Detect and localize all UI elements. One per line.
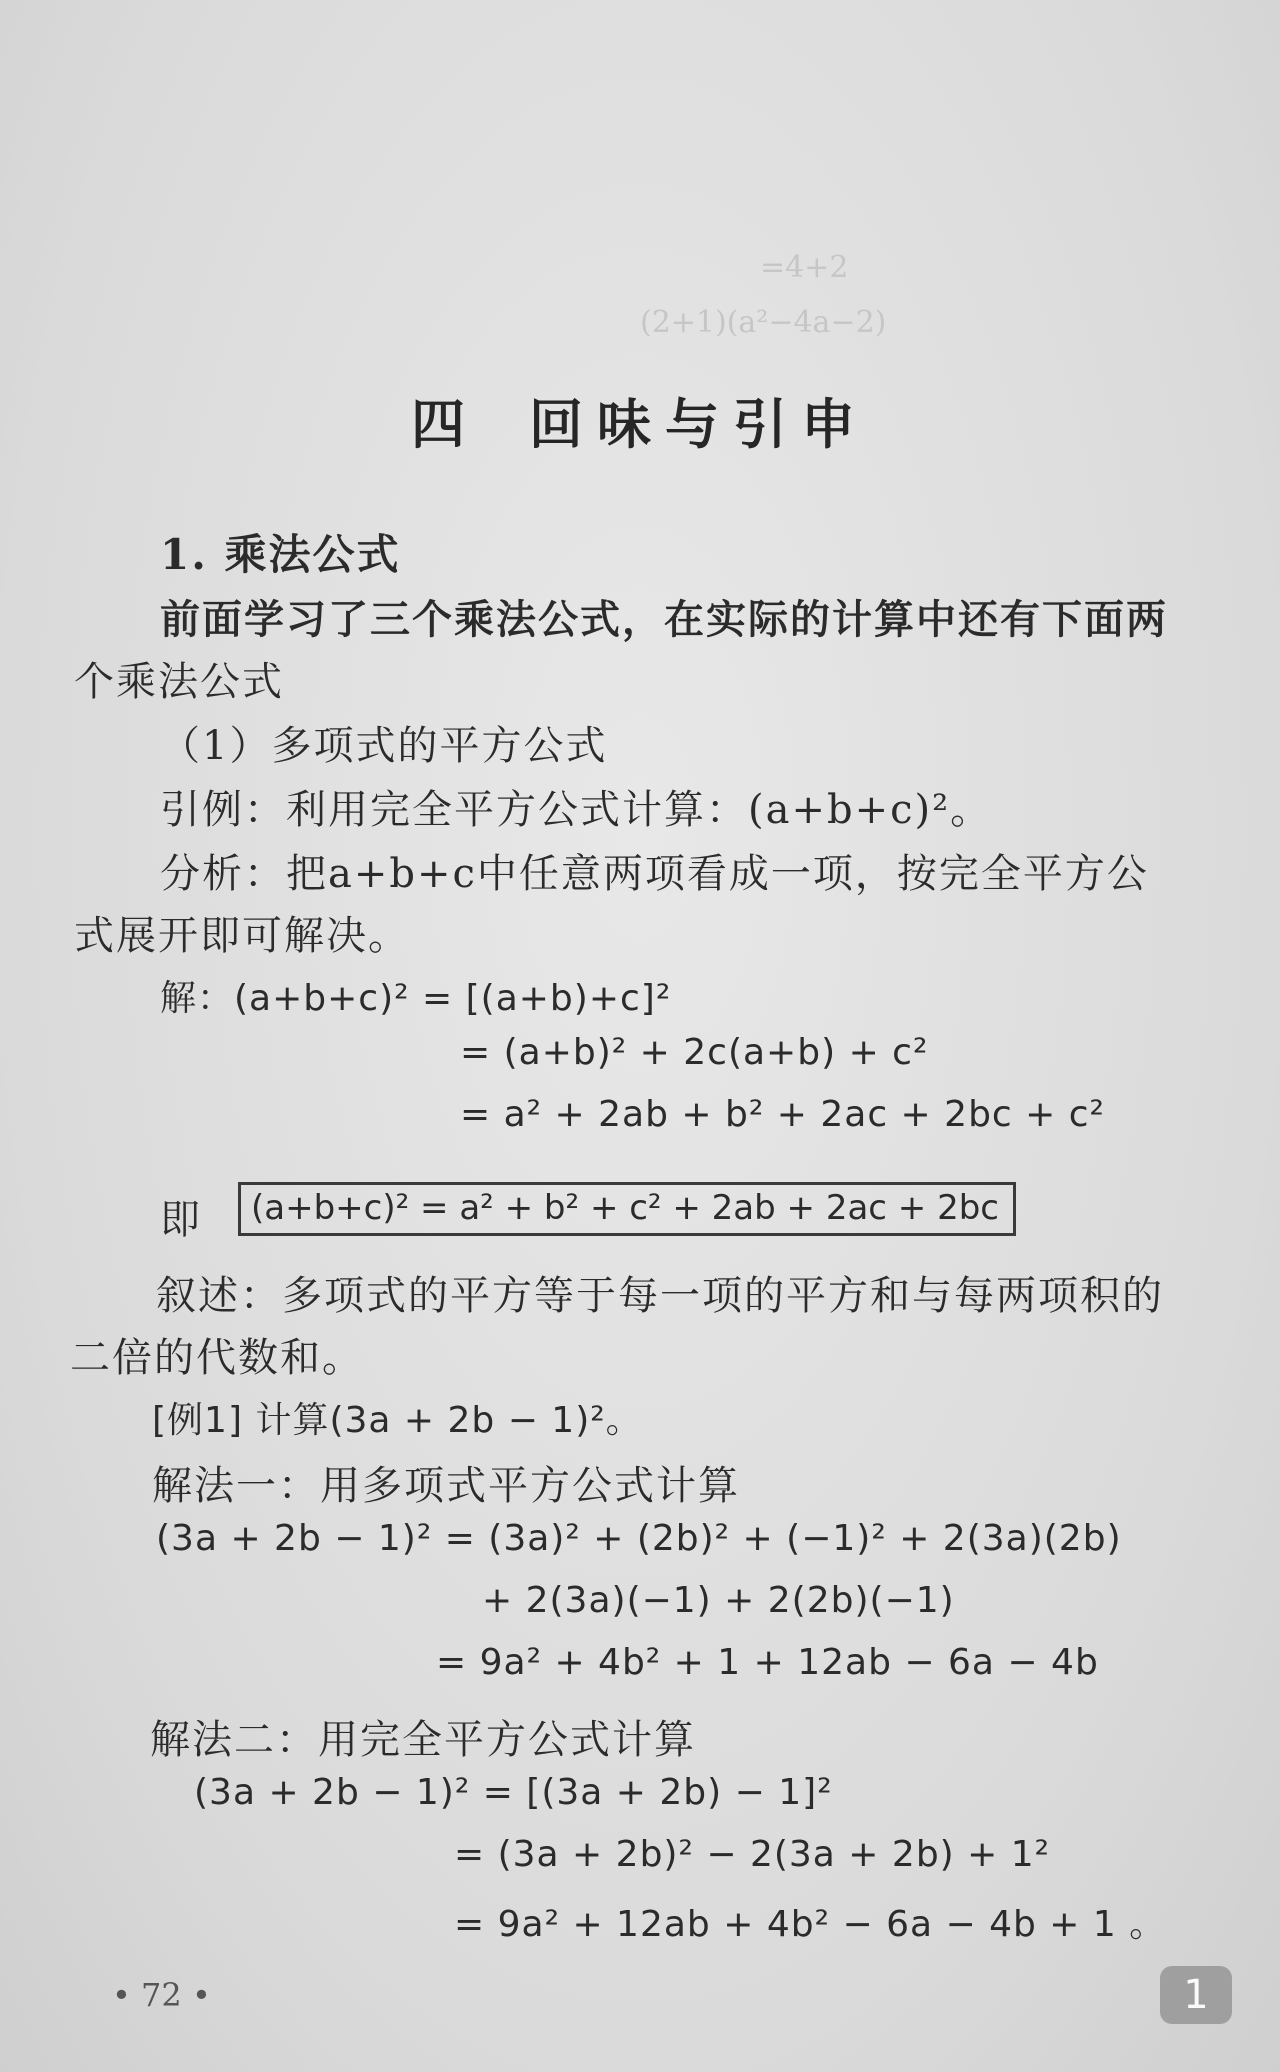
chapter-name: 回味与引申: [529, 392, 869, 456]
solution-line: 解：(a+b+c)² = [(a+b)+c]²: [160, 978, 672, 1019]
section-heading: 1. 乘法公式: [160, 530, 401, 579]
method-line: (3a + 2b − 1)² = (3a)² + (2b)² + (−1)² + 2(3a)(2b): [156, 1518, 1122, 1559]
intro-paragraph-line: 前面学习了三个乘法公式，在实际的计算中还有下面两: [160, 596, 1168, 643]
solution-line: = (a+b)² + 2c(a+b) + c²: [460, 1032, 929, 1073]
example-title: [例1] 计算(3a + 2b − 1)²。: [152, 1400, 643, 1441]
method-line: + 2(3a)(−1) + 2(2b)(−1): [482, 1580, 955, 1621]
bleed-through-text: =4+2: [760, 250, 849, 285]
bleed-through-text: (2+1)(a²−4a−2): [640, 305, 887, 340]
boxed-prefix: 即: [160, 1197, 202, 1243]
solution-line: = a² + 2ab + b² + 2ac + 2bc + c²: [460, 1094, 1105, 1135]
lead-example: 引例：利用完全平方公式计算：(a+b+c)²。: [160, 787, 993, 833]
statement-line: 叙述：多项式的平方等于每一项的平方和与每两项积的: [156, 1273, 1164, 1319]
page-number: • 72 •: [112, 1976, 211, 2014]
boxed-formula: (a+b+c)² = a² + b² + c² + 2ab + 2ac + 2bc: [238, 1182, 1016, 1236]
analysis-line: 分析：把a+b+c中任意两项看成一项，按完全平方公: [160, 851, 1149, 897]
method-line: (3a + 2b − 1)² = [(3a + 2b) − 1]²: [194, 1772, 833, 1813]
intro-paragraph-line: 个乘法公式: [74, 659, 284, 705]
method-line: = (3a + 2b)² − 2(3a + 2b) + 1²: [454, 1834, 1051, 1875]
method-title: 解法二：用完全平方公式计算: [150, 1717, 696, 1763]
method-line: = 9a² + 12ab + 4b² − 6a − 4b + 1 。: [454, 1904, 1167, 1945]
method-title: 解法一：用多项式平方公式计算: [152, 1463, 740, 1509]
method-line: = 9a² + 4b² + 1 + 12ab − 6a − 4b: [436, 1642, 1099, 1683]
subsection-heading: （1）多项式的平方公式: [160, 723, 608, 769]
page-indicator-badge[interactable]: 1: [1160, 1966, 1232, 2024]
statement-line: 二倍的代数和。: [70, 1335, 364, 1381]
chapter-number: 四: [411, 392, 479, 456]
analysis-line: 式展开即可解决。: [74, 913, 410, 959]
chapter-title: [0, 382, 1280, 459]
